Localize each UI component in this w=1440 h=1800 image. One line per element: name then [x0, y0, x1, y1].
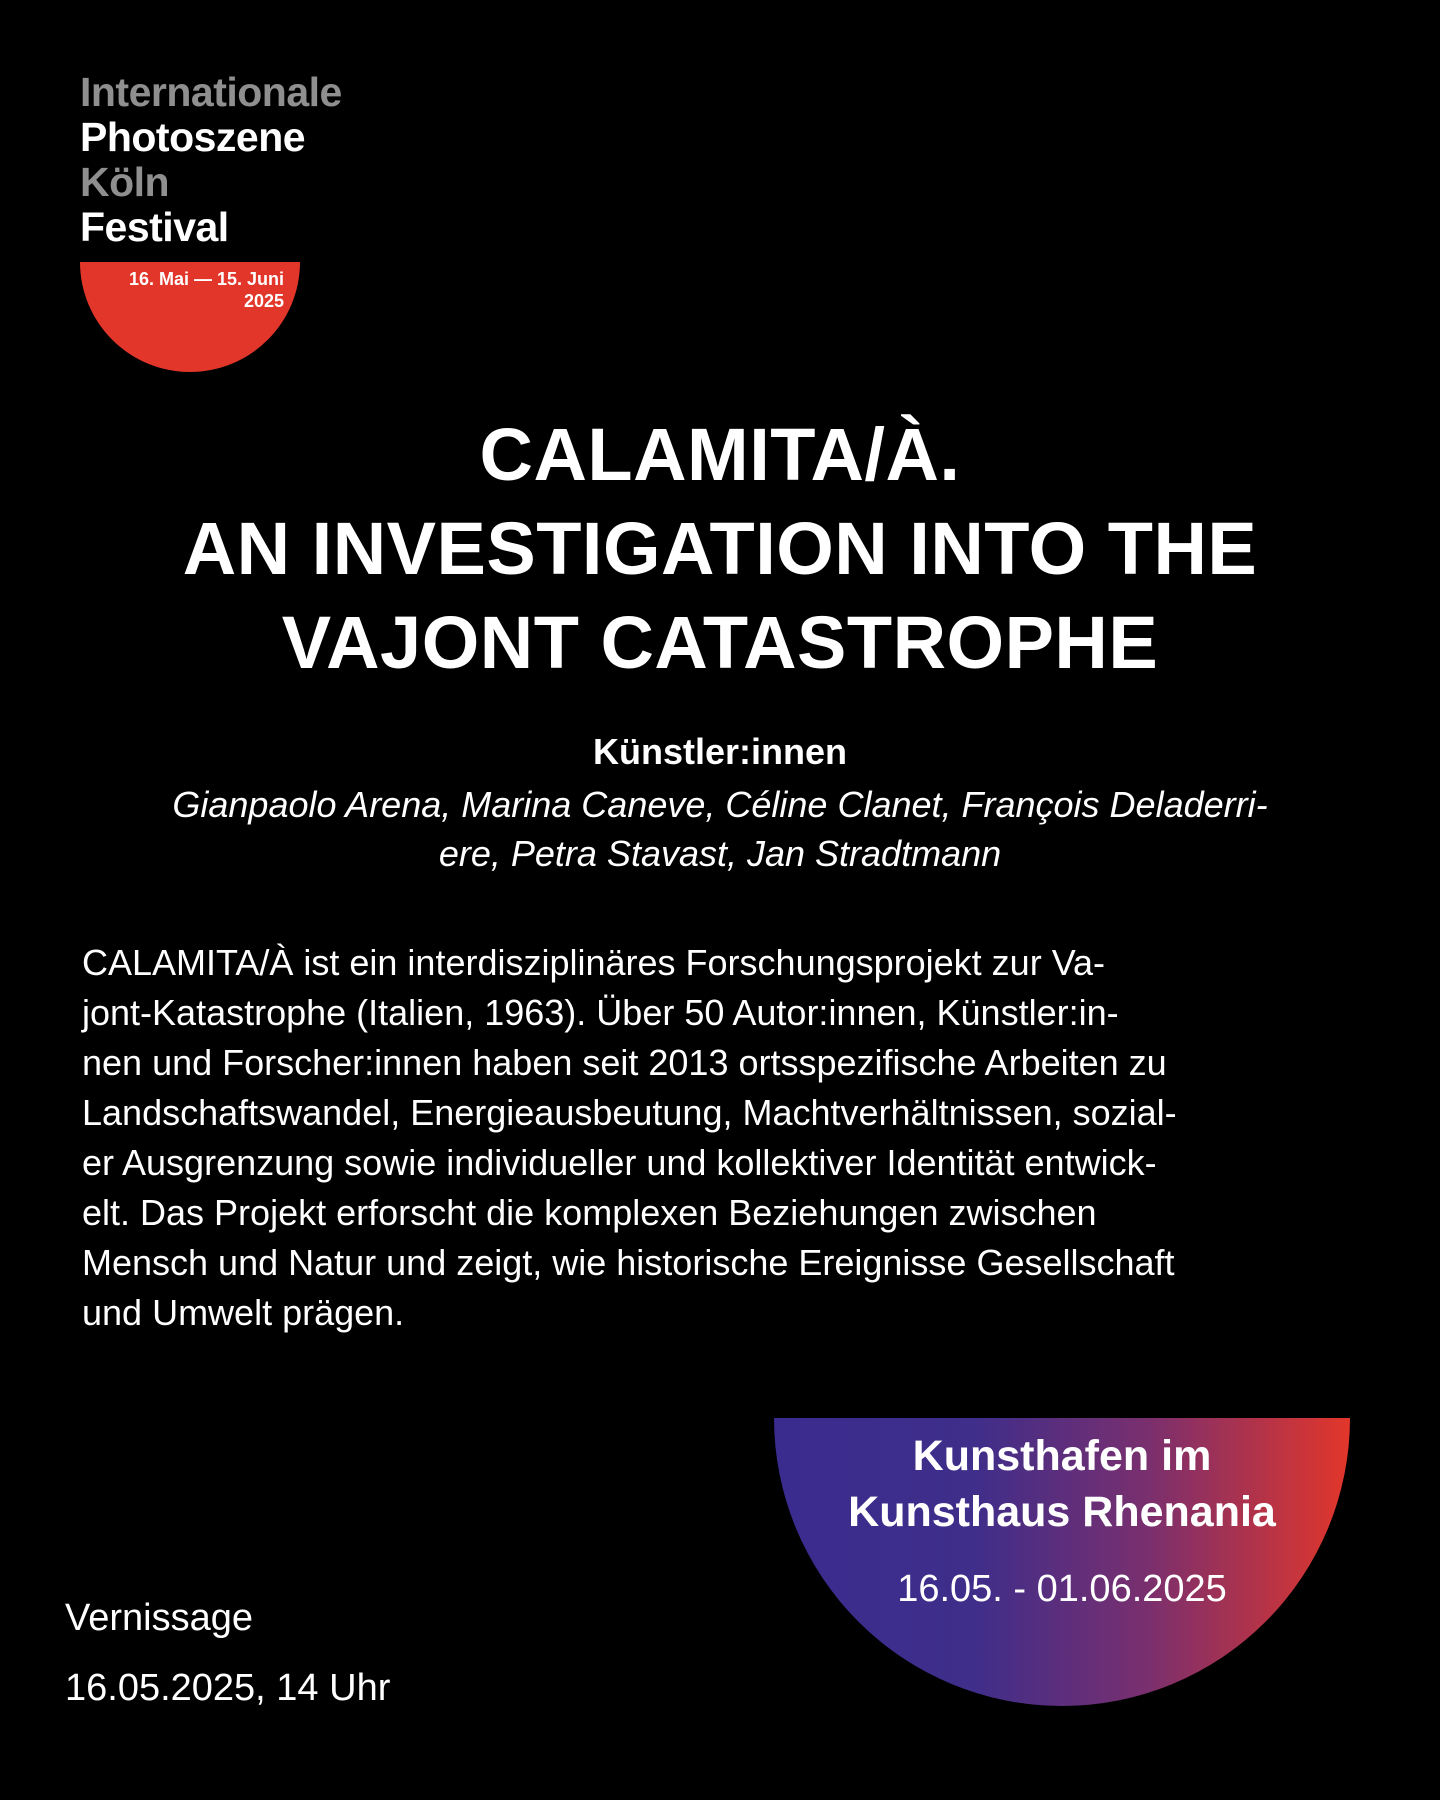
description-line: und Umwelt prägen.: [82, 1292, 405, 1333]
artists-line-1: Gianpaolo Arena, Marina Caneve, Céline Clanet, François Deladerri-: [172, 784, 1268, 825]
festival-logo: [80, 70, 342, 250]
title-line-2: AN INVESTIGATION INTO THE: [182, 507, 1258, 590]
venue-dates: 16.05. - 01.06.2025: [897, 1568, 1227, 1610]
venue-name-line-2: Kunsthaus Rhenania: [848, 1488, 1276, 1536]
opening-datetime: 16.05.2025, 14 Uhr: [65, 1667, 391, 1709]
logo-line-festival: Festival: [80, 204, 229, 250]
description-line: Landschaftswandel, Energieausbeutung, Machtverhältnissen, sozial-: [82, 1092, 1177, 1133]
description-line: er Ausgrenzung sowie individueller und kollektiver Identität entwick-: [82, 1142, 1157, 1183]
logo-line-photoszene: Photoszene: [80, 114, 306, 160]
description-line: Mensch und Natur und zeigt, wie historische Ereignisse Gesellschaft: [82, 1242, 1175, 1283]
logo-line-internationale: Internationale: [80, 69, 342, 115]
opening-label: Vernissage: [65, 1597, 254, 1639]
artists-line-2: ere, Petra Stavast, Jan Stradtmann: [438, 833, 1002, 874]
exhibition-title: [60, 408, 1380, 690]
festival-dates-range: 16. Mai — 15. Juni: [128, 269, 284, 289]
description: [82, 938, 1380, 1338]
artists-list: [60, 780, 1380, 878]
venue-name: [774, 1428, 1350, 1540]
festival-dates-semicircle: [80, 262, 300, 372]
logo-line-koeln: Köln: [80, 159, 170, 205]
title-line-3: VAJONT CATASTROPHE: [281, 601, 1159, 684]
artists-heading: Künstler:innen: [592, 731, 847, 772]
venue-semicircle: [774, 1418, 1350, 1706]
description-line: elt. Das Projekt erforscht die komplexen Beziehungen zwischen: [82, 1192, 1097, 1233]
festival-dates: [129, 268, 284, 312]
venue-name-line-1: Kunsthafen im: [912, 1432, 1212, 1480]
description-line: nen und Forscher:innen haben seit 2013 ortsspezifische Arbeiten zu: [82, 1042, 1167, 1083]
description-line: jont-Katastrophe (Italien, 1963). Über 50 Autor:innen, Künstler:in-: [82, 992, 1119, 1033]
opening-info: [65, 1594, 390, 1712]
title-line-1: CALAMITA/À.: [479, 413, 961, 496]
festival-dates-year: 2025: [243, 291, 284, 311]
description-line: CALAMITA/À ist ein interdisziplinäres Forschungsprojekt zur Va-: [82, 942, 1106, 983]
